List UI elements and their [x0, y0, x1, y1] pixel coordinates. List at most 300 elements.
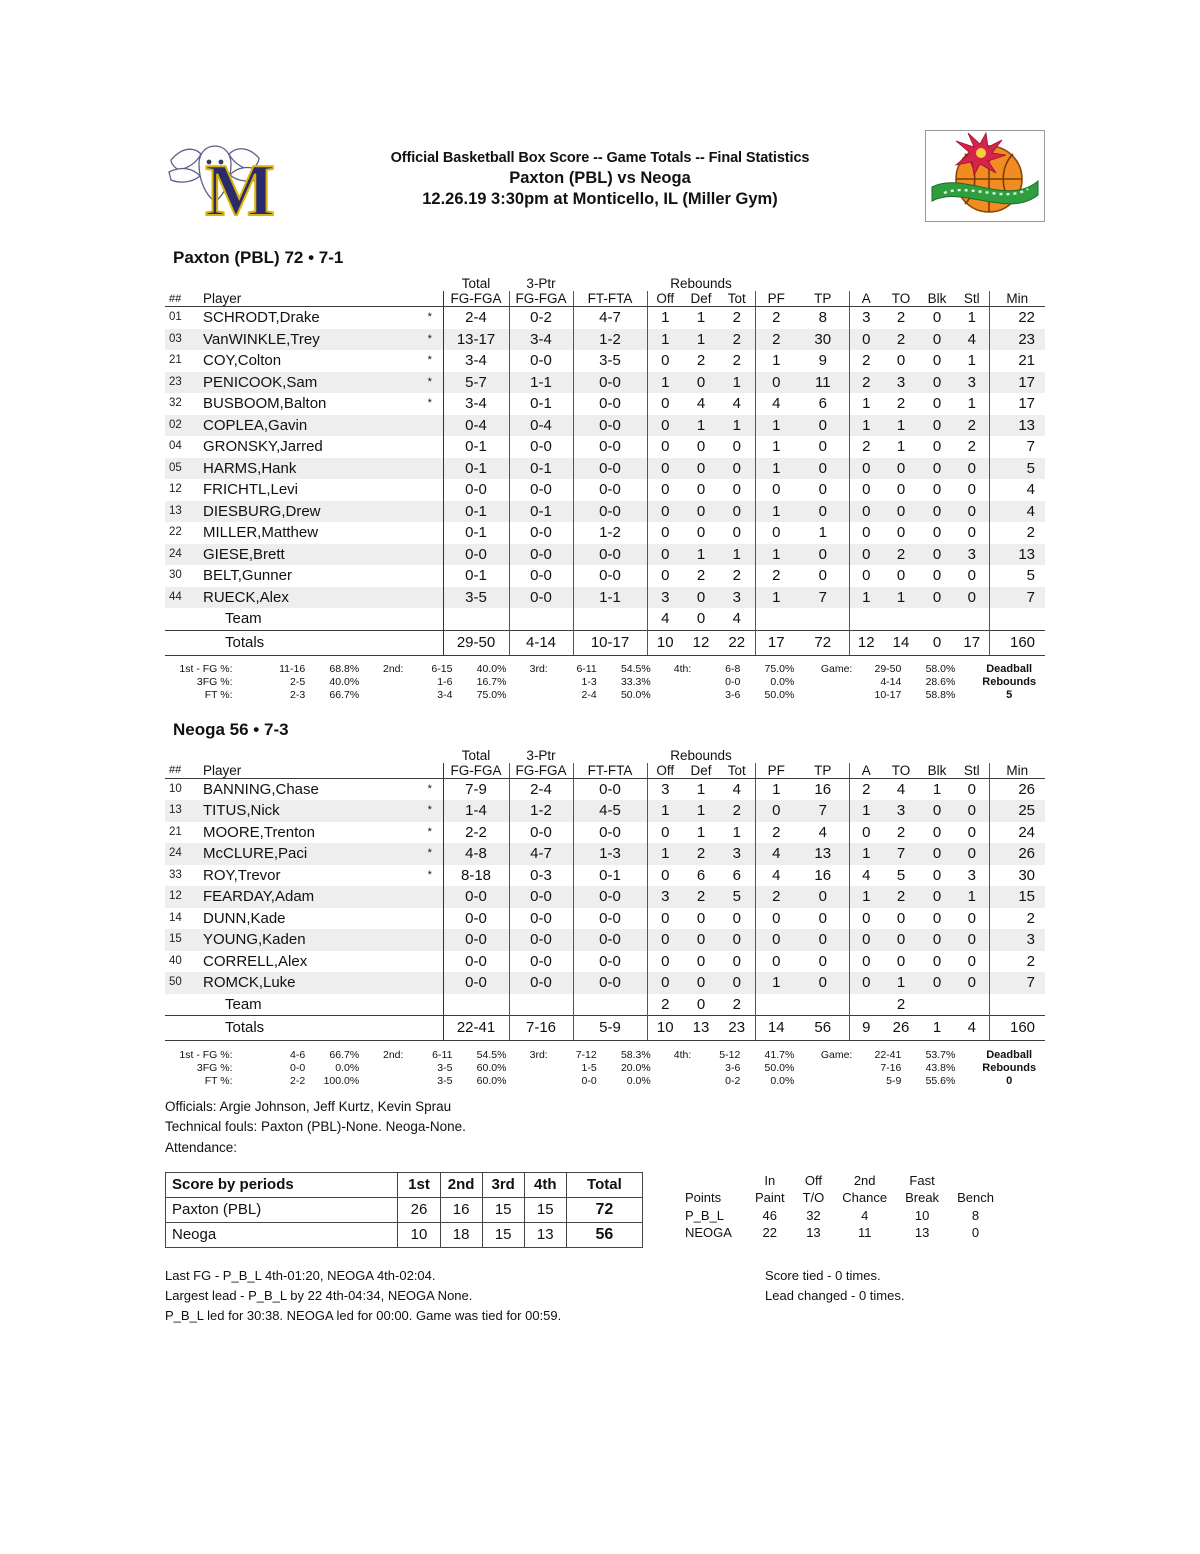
stat-assists: 0 — [849, 951, 883, 973]
holiday-tournament-basketball-poinsettia-logo — [925, 130, 1045, 222]
pct-made-attempted: 10-17 — [874, 689, 902, 701]
stat-off-reb: 0 — [647, 951, 683, 973]
pct-period-label — [794, 1061, 857, 1074]
pct-made-attempted: 0-0 — [290, 1061, 306, 1074]
player-row[interactable] — [165, 800, 1045, 822]
pct-percentage: 54.5% — [476, 1048, 507, 1061]
score-quarter-value: 13 — [524, 1222, 566, 1247]
pct-percentage: 40.0% — [476, 663, 507, 675]
player-row[interactable] — [165, 843, 1045, 865]
stat-off-reb: 3 — [647, 886, 683, 908]
stat-assists: 0 — [849, 565, 883, 587]
totals-turnovers: 14 — [883, 630, 919, 655]
stat-tp: 0 — [797, 972, 849, 994]
stat-fg: 7-9 — [443, 778, 509, 800]
pct-made-attempted: 3-6 — [725, 1061, 741, 1074]
stat-ft: 1-3 — [573, 843, 647, 865]
stat-3fg: 0-0 — [509, 565, 573, 587]
stat-minutes: 4 — [989, 479, 1045, 501]
stat-fg: 4-8 — [443, 843, 509, 865]
col-fg: FG-FGA — [443, 763, 509, 779]
stat-3fg: 0-0 — [509, 972, 573, 994]
stat-minutes: 24 — [989, 822, 1045, 844]
points-value: 8 — [971, 1207, 980, 1223]
pct-period-label — [506, 676, 552, 689]
player-row[interactable] — [165, 822, 1045, 844]
col-3fg: FG-FGA — [509, 763, 573, 779]
stat-def-reb: 0 — [683, 929, 719, 951]
stat-def-reb: 2 — [696, 567, 706, 584]
table-header-row — [166, 1172, 643, 1197]
stat-turnovers: 2 — [883, 886, 919, 908]
basketball-poinsettia-icon — [926, 131, 1044, 221]
stat-pf: 1 — [755, 972, 797, 994]
stat-assists: 3 — [849, 307, 883, 329]
player-row[interactable] — [165, 565, 1045, 587]
points-corner-label: Points — [685, 1190, 722, 1206]
column-header-row — [165, 763, 1045, 779]
stat-ft: 1-2 — [573, 329, 647, 351]
pct-period-label — [359, 1074, 408, 1087]
pct-percentage: 100.0% — [323, 1074, 360, 1087]
pct-percentage: 33.3% — [620, 676, 651, 688]
stat-pf: 0 — [755, 372, 797, 394]
stat-tp: 13 — [797, 843, 849, 865]
player-row[interactable] — [165, 544, 1045, 566]
stat-ft: 0-0 — [573, 565, 647, 587]
starter-marker: * — [417, 372, 443, 394]
score-quarter-value: 15 — [524, 1197, 566, 1222]
stat-minutes: 5 — [989, 565, 1045, 587]
stat-pf: 4 — [755, 393, 797, 415]
stat-tot-reb: 4 — [732, 780, 741, 798]
team-turnovers — [883, 608, 919, 630]
stat-minutes: 7 — [989, 436, 1045, 458]
stat-blocks: 0 — [919, 800, 955, 822]
pct-row-label: 1st - FG %: — [179, 1048, 233, 1061]
points-value: 0 — [971, 1224, 980, 1240]
stat-pf: 2 — [755, 329, 797, 351]
pct-made-attempted: 2-2 — [290, 1074, 306, 1087]
stat-minutes: 15 — [989, 886, 1045, 908]
column-group-row — [165, 748, 1045, 763]
stat-blocks: 0 — [919, 886, 955, 908]
stat-minutes: 23 — [989, 329, 1045, 351]
pct-period-label — [238, 1048, 262, 1061]
pct-period-label: 3rd: — [529, 1048, 548, 1061]
starter-marker — [417, 951, 443, 973]
player-number: 13 — [165, 800, 195, 822]
stat-ft: 0-0 — [573, 886, 647, 908]
pct-made-attempted: 6-8 — [725, 663, 741, 675]
points-value: 11 — [857, 1224, 872, 1240]
col-starter — [417, 291, 443, 307]
stat-blocks: 0 — [932, 866, 942, 884]
stat-tp: 7 — [797, 587, 849, 609]
stat-fg: 8-18 — [443, 865, 509, 887]
stat-blocks: 0 — [919, 501, 955, 523]
player-name: MILLER,Matthew — [203, 524, 319, 541]
group-total: Total — [461, 276, 491, 291]
stat-tot-reb: 5 — [719, 886, 755, 908]
stat-def-reb: 4 — [696, 395, 706, 412]
stat-off-reb: 0 — [647, 865, 683, 887]
stat-def-reb: 1 — [696, 309, 706, 326]
stat-turnovers: 1 — [896, 438, 906, 455]
stat-3fg: 0-0 — [509, 886, 573, 908]
stat-fg: 3-4 — [443, 350, 509, 372]
score-period-row — [166, 1222, 643, 1247]
stat-tot-reb: 2 — [732, 352, 741, 369]
starter-marker — [417, 415, 443, 437]
stat-off-reb: 0 — [647, 972, 683, 994]
team-rebounds-row — [165, 608, 1045, 630]
player-number: 14 — [169, 911, 182, 924]
player-number: 44 — [165, 587, 195, 609]
stat-tot-reb: 0 — [719, 972, 755, 994]
footer-left — [165, 1266, 725, 1326]
points-breakdown-row — [685, 1207, 1003, 1224]
stat-pf: 1 — [755, 350, 797, 372]
officials-block — [165, 1097, 1045, 1158]
starter-marker — [417, 565, 443, 587]
points-value: 22 — [762, 1224, 778, 1240]
totals-fg: 29-50 — [443, 630, 509, 655]
points-header-top-5 — [948, 1172, 1003, 1189]
stat-def-reb: 2 — [683, 843, 719, 865]
stat-pf: 1 — [755, 415, 797, 437]
teams-container — [165, 248, 1045, 1087]
score-team-name: Paxton (PBL) — [166, 1197, 398, 1222]
stat-assists: 0 — [849, 908, 883, 930]
player-name: McCLURE,Paci — [195, 843, 417, 865]
stat-def-reb: 0 — [683, 372, 719, 394]
pct-percentage: 20.0% — [620, 1061, 651, 1074]
pct-period-label — [794, 1074, 857, 1087]
stat-tp: 7 — [797, 800, 849, 822]
stat-fg: 1-4 — [443, 800, 509, 822]
col-def: Def — [683, 291, 719, 307]
points-team-label: P_B_L — [685, 1207, 725, 1223]
points-value: 46 — [762, 1207, 778, 1223]
col-tot: Tot — [719, 291, 755, 307]
col-stl: Stl — [955, 763, 989, 779]
stat-turnovers: 2 — [896, 395, 906, 412]
stat-assists: 0 — [849, 929, 883, 951]
stat-tot-reb: 3 — [719, 843, 755, 865]
player-row[interactable] — [165, 372, 1045, 394]
col-min: Min — [989, 291, 1045, 307]
player-row[interactable] — [165, 307, 1045, 329]
stat-3fg: 0-0 — [509, 908, 573, 930]
monticello-hawks-m-logo — [165, 130, 275, 232]
stat-tp: 0 — [797, 886, 849, 908]
pct-percentage: 50.0% — [620, 689, 651, 701]
stat-off-reb: 0 — [647, 522, 683, 544]
page-header — [165, 130, 1045, 230]
team-def-reb: 0 — [696, 995, 706, 1013]
stat-off-reb: 1 — [647, 372, 683, 394]
stat-steals: 1 — [967, 309, 976, 326]
player-row[interactable] — [165, 972, 1045, 994]
player-number: 33 — [169, 868, 182, 881]
stat-fg: 0-0 — [443, 886, 509, 908]
stat-minutes: 2 — [989, 908, 1045, 930]
stat-steals: 3 — [955, 544, 989, 566]
stat-assists: 1 — [849, 843, 883, 865]
deadball-cell: Deadball — [986, 663, 1033, 675]
player-row[interactable] — [165, 393, 1045, 415]
stat-tp: 16 — [814, 780, 832, 798]
stat-blocks: 0 — [932, 823, 942, 841]
player-name: FRICHTL,Levi — [203, 481, 299, 498]
team-heading-0: Paxton (PBL) 72 • 7-1 — [173, 248, 344, 267]
stat-minutes: 2 — [989, 951, 1045, 973]
stat-off-reb: 0 — [647, 929, 683, 951]
technical-fouls-line: Technical fouls: Paxton (PBL)-None. Neoga-None. — [165, 1119, 466, 1135]
player-row[interactable] — [165, 908, 1045, 930]
group-rebounds: Rebounds — [670, 747, 732, 763]
player-name: SCHRODT,Drake — [203, 309, 320, 326]
pct-made-attempted: 0-0 — [725, 676, 741, 688]
stat-fg: 0-0 — [443, 479, 509, 501]
pct-made-attempted: 0-2 — [725, 1074, 741, 1087]
stat-blocks: 1 — [932, 780, 942, 798]
stat-assists: 1 — [849, 886, 883, 908]
pct-row — [165, 1061, 1045, 1074]
stat-tp: 1 — [818, 524, 827, 541]
player-row[interactable] — [165, 929, 1045, 951]
stat-3fg: 0-0 — [509, 951, 573, 973]
stat-assists: 0 — [849, 972, 883, 994]
stat-steals: 0 — [955, 843, 989, 865]
stat-off-reb: 1 — [647, 329, 683, 351]
player-row[interactable] — [165, 865, 1045, 887]
stat-assists: 1 — [849, 587, 883, 609]
stat-tp: 0 — [818, 567, 827, 584]
stat-assists: 1 — [849, 393, 883, 415]
stat-fg: 0-1 — [443, 501, 509, 523]
stat-fg: 2-2 — [443, 822, 509, 844]
player-row[interactable] — [165, 479, 1045, 501]
player-row[interactable] — [165, 329, 1045, 351]
starter-marker: * — [427, 397, 432, 409]
starter-marker: * — [427, 782, 432, 795]
lead-changed-line: Lead changed - 0 times. — [765, 1287, 905, 1303]
player-name: COY,Colton — [203, 352, 282, 369]
stat-blocks: 0 — [932, 309, 942, 326]
stat-tp: 9 — [818, 352, 827, 369]
stat-pf: 0 — [755, 479, 797, 501]
stat-assists: 0 — [849, 822, 883, 844]
col-3fg: FG-FGA — [509, 291, 573, 307]
stat-blocks: 0 — [932, 524, 942, 541]
stat-turnovers: 3 — [883, 800, 919, 822]
totals-ft: 10-17 — [573, 630, 647, 655]
col-off: Off — [647, 291, 683, 307]
pct-period-label — [359, 689, 408, 702]
stat-def-reb: 1 — [683, 544, 719, 566]
stat-3fg: 0-2 — [509, 307, 573, 329]
stat-off-reb: 1 — [647, 307, 683, 329]
pct-period-label — [651, 676, 697, 689]
stat-ft: 0-0 — [573, 479, 647, 501]
totals-blocks: 1 — [919, 1016, 955, 1041]
totals-tot-reb: 22 — [719, 630, 755, 655]
pct-period-label — [359, 676, 408, 689]
player-name: COPLEA,Gavin — [195, 415, 417, 437]
starter-marker: * — [427, 311, 432, 323]
pct-made-attempted: 1-5 — [581, 1061, 597, 1074]
stat-blocks: 0 — [932, 909, 942, 927]
player-name: BANNING,Chase — [203, 780, 319, 798]
score-by-periods-title: Score by periods — [166, 1172, 398, 1197]
stat-ft: 0-0 — [573, 822, 647, 844]
stat-off-reb: 3 — [647, 778, 683, 800]
column-header-row — [165, 291, 1045, 307]
starter-marker: * — [417, 800, 443, 822]
pct-period-label — [651, 1061, 697, 1074]
stat-fg: 0-1 — [443, 436, 509, 458]
starter-marker — [417, 436, 443, 458]
stat-tp: 8 — [818, 309, 827, 326]
player-row[interactable] — [165, 522, 1045, 544]
stat-fg: 2-4 — [443, 307, 509, 329]
points-value: 4 — [861, 1207, 869, 1223]
col-stl: Stl — [955, 291, 989, 307]
totals-assists: 12 — [849, 630, 883, 655]
stat-tot-reb: 1 — [719, 415, 755, 437]
points-header-top-3: 2nd — [853, 1172, 876, 1188]
player-name: PENICOOK,Sam — [195, 372, 417, 394]
stat-tp: 16 — [814, 866, 832, 884]
stat-turnovers: 0 — [883, 458, 919, 480]
team-tot-reb: 2 — [732, 995, 741, 1013]
stat-steals: 0 — [967, 823, 976, 841]
stat-turnovers: 5 — [896, 866, 906, 884]
col-to: TO — [883, 291, 919, 307]
stat-steals: 0 — [967, 952, 976, 970]
period-header-2: 2nd — [440, 1172, 482, 1197]
pct-made-attempted: 3-5 — [437, 1074, 453, 1087]
player-row[interactable] — [165, 886, 1045, 908]
stat-def-reb: 1 — [696, 780, 706, 798]
stat-fg: 0-1 — [443, 522, 509, 544]
stat-blocks: 0 — [919, 972, 955, 994]
pct-percentage: 43.8% — [925, 1061, 956, 1074]
stat-tot-reb: 0 — [719, 501, 755, 523]
player-row[interactable] — [165, 501, 1045, 523]
team-rebounds-row — [165, 994, 1045, 1016]
points-header-bench: Bench — [957, 1190, 994, 1206]
stat-steals: 0 — [955, 972, 989, 994]
stat-tot-reb: 6 — [732, 866, 741, 884]
pct-percentage: 55.6% — [925, 1074, 956, 1087]
totals-tot-reb: 23 — [719, 1016, 755, 1041]
attendance-line: Attendance: — [165, 1139, 238, 1155]
box-score-table-0 — [165, 276, 1045, 656]
stat-3fg: 1-1 — [509, 372, 573, 394]
totals-minutes: 160 — [989, 630, 1045, 655]
starter-marker: * — [417, 329, 443, 351]
player-name: CORRELL,Alex — [203, 952, 308, 970]
player-row[interactable] — [165, 458, 1045, 480]
score-total-value: 72 — [566, 1197, 642, 1222]
starter-marker — [417, 501, 443, 523]
last-fg-line: Last FG - P_B_L 4th-01:20, NEOGA 4th-02:04. — [165, 1267, 436, 1283]
stat-pf: 1 — [755, 778, 797, 800]
totals-minutes: 160 — [989, 1016, 1045, 1041]
pct-percentage: 41.7% — [764, 1048, 795, 1061]
shooting-percentages-block — [165, 663, 1045, 702]
pct-percentage: 68.8% — [329, 663, 360, 675]
player-number: 05 — [165, 458, 195, 480]
stat-3fg: 0-0 — [509, 929, 573, 951]
pct-percentage: 58.3% — [620, 1048, 651, 1061]
team-off-reb: 4 — [647, 608, 683, 630]
player-number: 21 — [169, 825, 182, 838]
player-row[interactable] — [165, 951, 1045, 973]
player-row[interactable] — [165, 350, 1045, 372]
col-to: TO — [883, 763, 919, 779]
pct-period-label — [238, 663, 262, 676]
pct-percentage: 28.6% — [925, 676, 956, 688]
stat-turnovers: 1 — [883, 415, 919, 437]
box-score-table-1 — [165, 748, 1045, 1042]
stat-blocks: 0 — [919, 587, 955, 609]
totals-def-reb: 12 — [683, 630, 719, 655]
stat-off-reb: 0 — [647, 544, 683, 566]
stat-pf: 2 — [755, 886, 797, 908]
player-name: RUECK,Alex — [195, 587, 417, 609]
stat-tp: 4 — [818, 823, 827, 841]
column-group-row — [165, 276, 1045, 291]
totals-tp: 56 — [797, 1016, 849, 1041]
stat-fg: 3-4 — [443, 393, 509, 415]
stat-minutes: 4 — [989, 501, 1045, 523]
pct-period-label — [794, 676, 857, 689]
points-header-top-4: Fast — [909, 1172, 935, 1188]
pct-percentage: 0.0% — [770, 1074, 795, 1087]
stat-blocks: 0 — [932, 352, 942, 369]
stat-pf: 4 — [755, 843, 797, 865]
stat-tot-reb: 0 — [719, 458, 755, 480]
player-row[interactable] — [165, 436, 1045, 458]
player-row[interactable] — [165, 587, 1045, 609]
stat-fg: 0-0 — [443, 929, 509, 951]
title-line-1: Official Basketball Box Score -- Game Totals -- Final Statistics — [390, 150, 810, 166]
stat-blocks: 0 — [919, 458, 955, 480]
col-player: Player — [195, 291, 417, 307]
pct-percentage: 58.0% — [925, 663, 956, 675]
stat-assists: 0 — [849, 522, 883, 544]
stat-def-reb: 0 — [696, 909, 706, 927]
points-value: 13 — [806, 1224, 821, 1240]
stat-tp: 0 — [818, 481, 827, 498]
player-row[interactable] — [165, 415, 1045, 437]
stat-blocks: 0 — [919, 929, 955, 951]
stat-tot-reb: 2 — [732, 309, 741, 326]
player-name: GRONSKY,Jarred — [203, 438, 323, 455]
stat-steals: 2 — [955, 415, 989, 437]
totals-off-reb: 10 — [647, 1016, 683, 1041]
totals-label: Totals — [195, 630, 417, 655]
player-row[interactable] — [165, 778, 1045, 800]
stat-assists: 2 — [849, 372, 883, 394]
pct-made-attempted: 6-11 — [432, 1048, 453, 1061]
pct-percentage: 75.0% — [476, 689, 507, 701]
pct-period-label: Game: — [820, 663, 853, 675]
